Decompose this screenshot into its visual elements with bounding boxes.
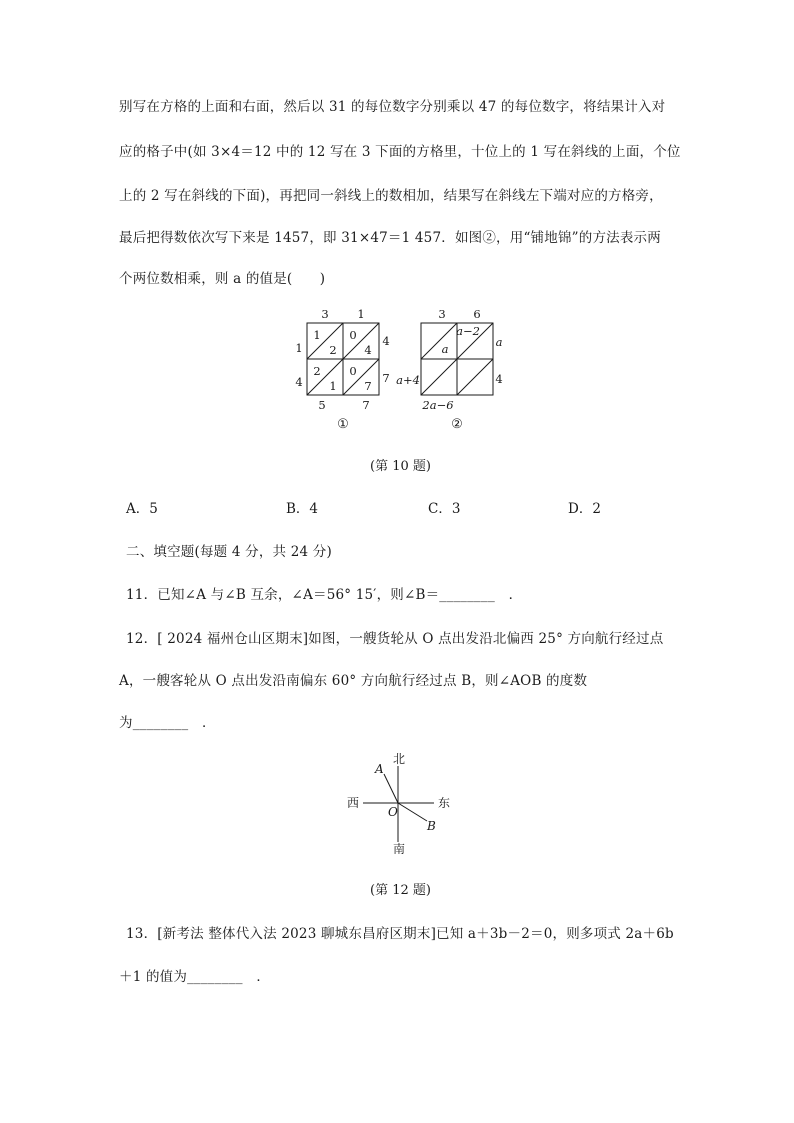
problem10-line-1: 别写在方格的上面和右面，然后以 31 的每位数字分别乘以 47 的每位数字，将结果计入对: [119, 99, 666, 115]
problem12-line-1: 12．[ 2024 福州仓山区期末]如图，一艘货轮从 O 点出发沿北偏西 25° 方向航行经过点: [126, 631, 664, 647]
fig2-top-1: 3: [438, 307, 446, 321]
fig2-top-2: 6: [473, 307, 481, 321]
problem10-caption: (第 10 题): [370, 459, 431, 474]
fig1-cell3-upper: 2: [313, 364, 321, 378]
point-b-label: B: [427, 819, 436, 833]
option-a: A．5: [126, 501, 158, 517]
fig1-cell3-lower: 1: [329, 379, 337, 393]
fig2-left-bottom: a+4: [396, 373, 420, 387]
fig1-left-2: 4: [295, 375, 303, 389]
section2-heading: 二、填空题(每题 4 分，共 24 分): [126, 544, 332, 560]
north-label: 北: [393, 752, 406, 766]
fig1-cell4-upper: 0: [349, 364, 357, 378]
problem11-text: 11．已知∠A 与∠B 互余，∠A＝56° 15′，则∠B＝________ ．: [126, 587, 523, 603]
problem10-figure: [0, 300, 794, 460]
south-label: 南: [393, 842, 406, 856]
problem12-line-3: 为________ ．: [119, 715, 216, 731]
problem10-line-4: 最后把得数依次写下来是 1457，即 31×47＝1 457．如图②，用“铺地锦”的方法表示两: [119, 230, 661, 246]
ray-ob: [398, 803, 427, 821]
fig1-cell1-lower: 2: [329, 343, 337, 357]
fig1-top-1: 3: [321, 307, 329, 321]
fig1-cell2-lower: 4: [364, 343, 372, 357]
fig1-right-1: 4: [382, 334, 390, 348]
fig1-cell4-lower: 7: [364, 379, 372, 393]
problem13-line-2: ＋1 的值为________ ．: [119, 969, 271, 985]
fig1-top-2: 1: [357, 307, 365, 321]
problem12-figure: [0, 750, 794, 860]
fig2-right-top: a: [495, 335, 503, 349]
problem10-line-5: 个两位数相乘，则 a 的值是( ): [119, 271, 326, 287]
fig2-label: ②: [451, 417, 463, 432]
fig1-left-1: 1: [295, 341, 303, 355]
fig2-cell-lower: a: [441, 342, 449, 356]
east-label: 东: [438, 796, 451, 810]
point-a-label: A: [375, 762, 384, 776]
problem10-line-3: 上的 2 写在斜线的下面)，再把同一斜线上的数相加，结果写在斜线左下端对应的方格旁，: [119, 188, 663, 204]
fig1-cell1-upper: 1: [313, 328, 321, 342]
fig1-cell2-upper: 0: [349, 328, 357, 342]
fig1-bottom-2: 7: [362, 398, 370, 412]
option-d: D．2: [568, 501, 601, 517]
fig1-bottom-1: 5: [318, 398, 326, 412]
origin-label: O: [388, 805, 398, 819]
problem10-line-2: 应的格子中(如 3×4＝12 中的 12 写在 3 下面的方格里，十位上的 1 写在斜线的上面，个位: [119, 144, 681, 160]
fig2-bottom: 2a−6: [422, 398, 454, 412]
fig2-right-bottom: 4: [495, 372, 503, 386]
fig1-right-2: 7: [382, 371, 390, 385]
ray-oa: [384, 774, 398, 803]
fig1-label: ①: [337, 417, 349, 432]
problem13-line-1: 13．[新考法 整体代入法 2023 聊城东昌府区期末]已知 a＋3b－2＝0，则多项式 2a＋6b: [126, 926, 674, 942]
option-c: C．3: [428, 501, 461, 517]
problem12-line-2: A，一艘客轮从 O 点出发沿南偏东 60° 方向航行经过点 B，则∠AOB 的度数: [119, 673, 588, 689]
option-b: B．4: [286, 501, 319, 517]
problem12-caption: (第 12 题): [370, 883, 431, 898]
west-label: 西: [347, 796, 360, 810]
fig2-cell-upper: a−2: [456, 324, 480, 338]
